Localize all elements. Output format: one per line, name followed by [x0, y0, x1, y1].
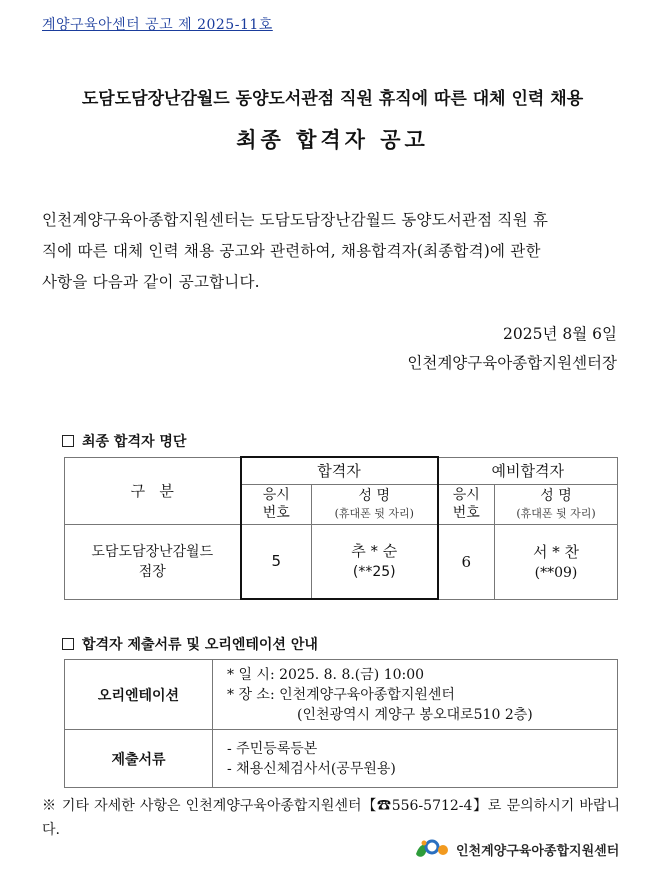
header-pass: 합격자 [241, 457, 438, 484]
header-reserve-exam-no: 응시 번호 [438, 484, 495, 524]
row-pass-name: 추 * 순 [351, 542, 398, 561]
header-pass-exam-no: 응시 번호 [241, 484, 312, 524]
body-line: 사항을 다음과 같이 공고합니다. [42, 273, 260, 291]
header-category: 구 분 [65, 457, 241, 524]
header-reserve-name-note: (휴대폰 뒷 자리) [516, 507, 596, 520]
issuer-name: 인천계양구육아종합지원센터장 [407, 354, 617, 372]
row-reserve-name: 서 * 찬 [533, 542, 580, 561]
orientation-details [213, 660, 618, 730]
section-title-text: 최종 합격자 명단 [82, 434, 187, 450]
body-line: 인천계양구육아종합지원센터는 도담도담장난감월드 동양도서관점 직원 휴 [42, 211, 549, 229]
orientation-address: (인천광역시 계양구 봉오대로510 2층) [297, 706, 533, 723]
row-pass-phone: (**25) [352, 564, 396, 581]
table-row [65, 660, 618, 730]
header-pass-name: 성 명 [358, 488, 390, 504]
final-list-table [64, 456, 618, 600]
document-item: - 채용신체검사서(공무원용) [227, 760, 396, 777]
row-reserve-no: 6 [438, 524, 495, 599]
orientation-time: * 일 시: 2025. 8. 8.(금) 10:00 [227, 666, 425, 683]
notice-number: 계양구육아센터 공고 제 2025-11호 [42, 17, 273, 33]
checkbox-bullet-icon [62, 638, 74, 650]
header-reserve-name: 성 명 [540, 488, 572, 504]
orientation-place: * 장 소: 인천계양구육아종합지원센터 [227, 686, 455, 703]
center-logo-icon [414, 838, 450, 860]
section-title-final-list [62, 431, 186, 451]
row-reserve-phone: (**09) [534, 564, 578, 581]
header-reserve-name-cell [495, 484, 618, 524]
footnote: ※ 기타 자세한 사항은 인천계양구육아종합지원센터【☎556-5712-4】로 문의하시기 바랍니다. [42, 798, 620, 838]
row-reserve-name-cell [495, 524, 618, 599]
header-pass-name-cell [312, 484, 438, 524]
table-row [65, 524, 618, 599]
header-reserve: 예비합격자 [438, 457, 618, 484]
orientation-label: 오리엔테이션 [65, 660, 213, 730]
section-title-orientation [62, 634, 318, 654]
body-line: 직에 따른 대체 인력 채용 공고와 관련하여, 채용합격자(최종합격)에 관한 [42, 242, 541, 260]
header-pass-name-note: (휴대폰 뒷 자리) [334, 507, 414, 520]
row-category: 도담도담장난감월드 점장 [65, 524, 241, 599]
page-subtitle: 최종 합격자 공고 [236, 128, 429, 152]
row-pass-name-cell [312, 524, 438, 599]
center-logo-text: 인천계양구육아종합지원센터 [456, 843, 620, 859]
body-paragraph [42, 205, 620, 298]
checkbox-bullet-icon [62, 435, 74, 447]
documents-label: 제출서류 [65, 730, 213, 788]
notice-date: 2025년 8월 6일 [503, 325, 617, 343]
document-item: - 주민등록등본 [227, 740, 318, 757]
orientation-table [64, 659, 618, 788]
center-logo [414, 838, 619, 860]
table-row [65, 730, 618, 788]
section-title-text: 합격자 제출서류 및 오리엔테이션 안내 [82, 637, 318, 653]
page-title: 도담도담장난감월드 동양도서관점 직원 휴직에 따른 대체 인력 채용 [81, 89, 584, 109]
documents-details [213, 730, 618, 788]
row-pass-no: 5 [241, 524, 312, 599]
